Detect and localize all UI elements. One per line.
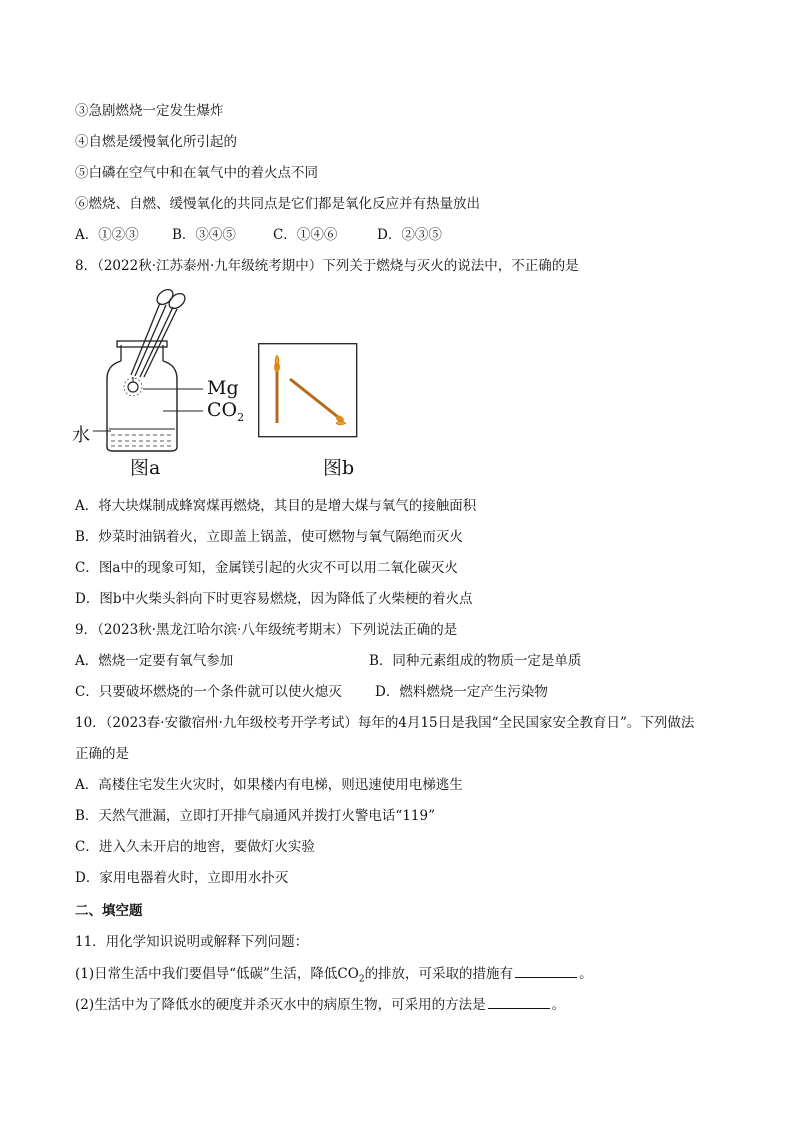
caption-b: 图b bbox=[323, 457, 355, 479]
matches-diagram bbox=[258, 343, 358, 439]
q8-option-a: A．将大块煤制成蜂窝煤再燃烧，其目的是增大煤与氧气的接触面积 bbox=[75, 498, 477, 514]
q11-stem: 11．用化学知识说明或解释下列问题： bbox=[75, 934, 309, 950]
q7-option-d: D．②③⑤ bbox=[377, 227, 442, 243]
q11-part1-blank[interactable] bbox=[515, 963, 577, 978]
item-5: ⑤白磷在空气中和在氧气中的着火点不同 bbox=[75, 165, 318, 181]
label-mg: Mg bbox=[207, 377, 239, 399]
q9-option-b: B．同种元素组成的物质一定是单质 bbox=[369, 653, 582, 669]
q11-part1-end: 。 bbox=[579, 966, 593, 982]
q11-part1-after: 的排放，可采取的措施有 bbox=[364, 966, 514, 982]
q11-part2 bbox=[75, 994, 565, 1015]
q9-option-c: C．只要破坏燃烧的一个条件就可以使火熄灭 bbox=[75, 684, 342, 700]
label-co2-subscript: 2 bbox=[237, 410, 245, 424]
q11-part2-blank[interactable] bbox=[488, 994, 550, 1009]
q8-option-d: D．图b中火柴头斜向下时更容易燃烧，因为降低了火柴梗的着火点 bbox=[75, 591, 473, 607]
q7-option-c: C．①④⑥ bbox=[273, 227, 338, 243]
q10-option-b: B．天然气泄漏，立即打开排气扇通风并拨打火警电话“119” bbox=[75, 808, 435, 824]
q10-stem-line2: 正确的是 bbox=[75, 746, 129, 762]
q8-option-b: B．炒菜时油锅着火，立即盖上锅盖，使可燃物与氧气隔绝而灭火 bbox=[75, 529, 463, 545]
q10-option-d: D．家用电器着火时，立即用水扑灭 bbox=[75, 870, 289, 886]
q11-part1-subscript: 2 bbox=[358, 974, 365, 985]
item-6: ⑥燃烧、自燃、缓慢氧化的共同点是它们都是氧化反应并有热量放出 bbox=[75, 196, 480, 212]
q11-part1 bbox=[75, 963, 593, 990]
q11-part1-before: (1)日常生活中我们要倡导“低碳”生活，降低CO bbox=[75, 966, 359, 982]
q11-part2-end: 。 bbox=[551, 997, 566, 1013]
q8-option-c: C．图a中的现象可知，金属镁引起的火灾不可以用二氧化碳灭火 bbox=[75, 560, 458, 576]
q7-option-b: B．③④⑤ bbox=[172, 227, 236, 243]
q10-option-a: A．高楼住宅发生火灾时，如果楼内有电梯，则迅速使用电梯逃生 bbox=[75, 777, 463, 793]
figure-b bbox=[258, 343, 358, 483]
q8-stem: 8．（2022秋·江苏泰州·九年级统考期中）下列关于燃烧与灭火的说法中，不正确的是 bbox=[75, 258, 579, 274]
section-heading: 二、填空题 bbox=[75, 903, 143, 919]
q9-option-d: D．燃料燃烧一定产生污染物 bbox=[375, 684, 548, 700]
caption-a: 图a bbox=[130, 457, 161, 479]
figure-a bbox=[65, 283, 255, 483]
q7-option-a: A．①②③ bbox=[75, 227, 139, 243]
q10-stem-line1: 10．（2023春·安徽宿州·九年级校考开学考试）每年的4月15日是我国“全民国家安全教育日”。下列做法 bbox=[75, 715, 695, 731]
label-co2 bbox=[207, 399, 244, 424]
q11-part2-before: (2)生活中为了降低水的硬度并杀灭水中的病原生物，可采用的方法是 bbox=[75, 997, 486, 1013]
label-co2-base: CO bbox=[207, 399, 238, 421]
q9-option-a: A．燃烧一定要有氧气参加 bbox=[75, 653, 234, 669]
item-4: ④自燃是缓慢氧化所引起的 bbox=[75, 134, 237, 150]
label-water: 水 bbox=[72, 425, 90, 446]
q9-stem: 9．（2023秋·黑龙江哈尔滨·八年级统考期末）下列说法正确的是 bbox=[75, 622, 458, 638]
item-3: ③急剧燃烧一定发生爆炸 bbox=[75, 103, 224, 119]
q10-option-c: C．进入久未开启的地窖，要做灯火实验 bbox=[75, 839, 315, 855]
